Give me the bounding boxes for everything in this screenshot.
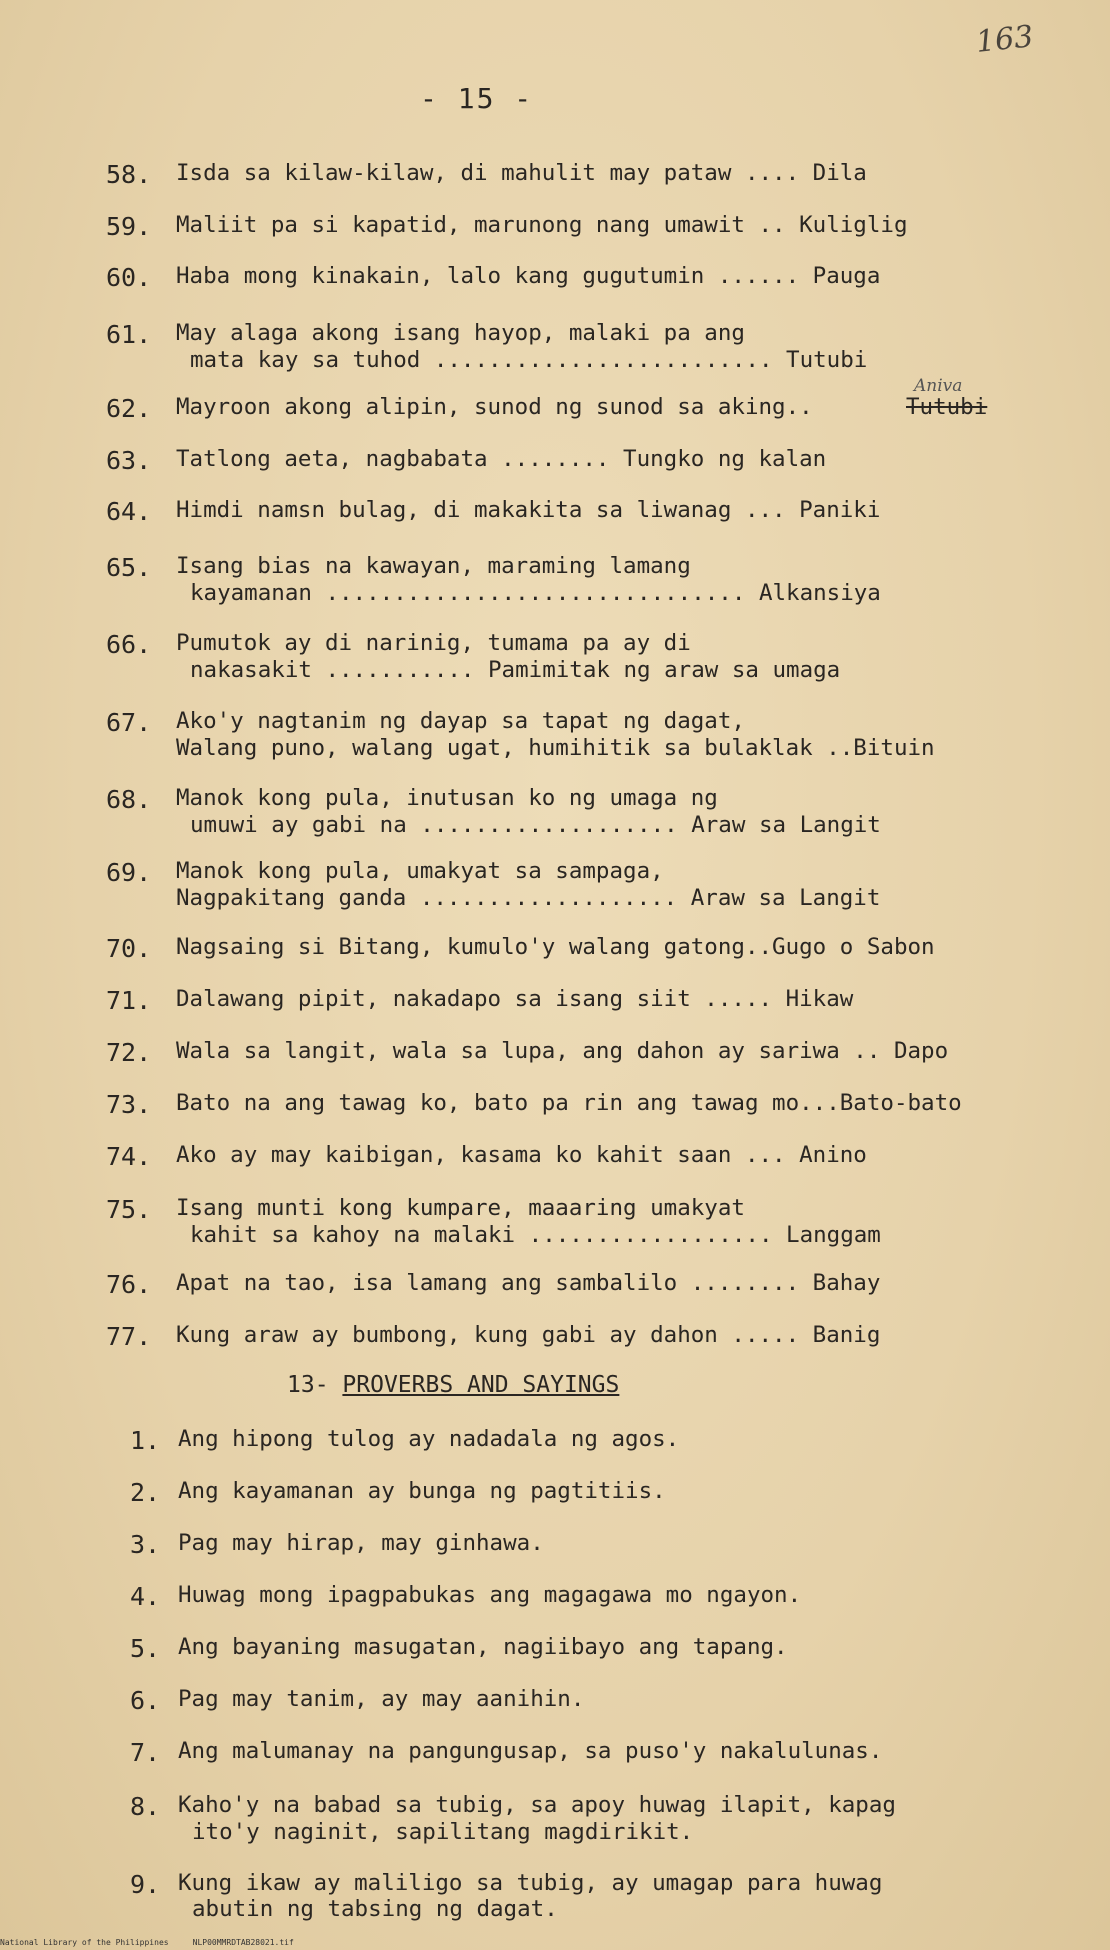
item-number: 73. — [106, 1090, 152, 1119]
item-text: Ang malumanay na pangungusap, sa puso'y nakalulunas. — [178, 1738, 883, 1764]
item-number: 77. — [106, 1322, 152, 1351]
item-text: Manok kong pula, inutusan ko ng umaga ng — [176, 785, 718, 811]
item-number: 76. — [106, 1270, 152, 1299]
item-number: 7. — [130, 1738, 161, 1767]
section-title: PROVERBS AND SAYINGS — [342, 1372, 620, 1398]
item-text-cont: mata kay sa tuhod ......................... Tutubi — [190, 347, 868, 373]
item-number: 58. — [106, 160, 152, 189]
item-number: 1. — [130, 1426, 161, 1455]
item-number: 70. — [106, 934, 152, 963]
item-text: May alaga akong isang hayop, malaki pa ang — [176, 320, 745, 346]
item-text: Ang hipong tulog ay nadadala ng agos. — [178, 1426, 680, 1452]
item-number: 64. — [106, 497, 152, 526]
item-text: Pag may hirap, may ginhawa. — [178, 1530, 544, 1556]
item-number: 75. — [106, 1195, 152, 1224]
item-number: 8. — [130, 1792, 161, 1821]
item-text: Isang bias na kawayan, maraming lamang — [176, 553, 691, 579]
item-number: 74. — [106, 1142, 152, 1171]
item-text: Ang kayamanan ay bunga ng pagtitiis. — [178, 1478, 666, 1504]
item-number: 60. — [106, 263, 152, 292]
item-text-cont: kahit sa kahoy na malaki .................. Langgam — [190, 1222, 881, 1248]
item-number: 72. — [106, 1038, 152, 1067]
item-text: Pumutok ay di narinig, tumama pa ay di — [176, 630, 691, 656]
item-number: 71. — [106, 986, 152, 1015]
item-text: Kaho'y na babad sa tubig, sa apoy huwag ilapit, kapag — [178, 1792, 896, 1818]
item-text-cont: nakasakit ........... Pamimitak ng araw sa umaga — [190, 657, 841, 683]
item-number: 65. — [106, 553, 152, 582]
item-number: 2. — [130, 1478, 161, 1507]
item-number: 9. — [130, 1870, 161, 1899]
handwritten-correction: Aniva — [914, 376, 963, 396]
item-text: Tatlong aeta, nagbabata ........ Tungko ng kalan — [176, 446, 827, 472]
struck-answer: Tutubi — [906, 394, 988, 420]
section-number: 13- — [287, 1372, 329, 1398]
item-text: Nagsaing si Bitang, kumulo'y walang gatong..Gugo o Sabon — [176, 934, 935, 960]
item-text: Ang bayaning masugatan, nagiibayo ang tapang. — [178, 1634, 788, 1660]
item-text: Dalawang pipit, nakadapo sa isang siit ..... Hikaw — [176, 986, 854, 1012]
item-number: 6. — [130, 1686, 161, 1715]
item-number: 61. — [106, 320, 152, 349]
item-number: 5. — [130, 1634, 161, 1663]
item-text: Apat na tao, isa lamang ang sambalilo ........ Bahay — [176, 1270, 881, 1296]
item-number: 59. — [106, 212, 152, 241]
item-text-cont: abutin ng tabsing ng dagat. — [192, 1896, 558, 1922]
item-text: Haba mong kinakain, lalo kang gugutumin ...... Pauga — [176, 263, 881, 289]
folio-number: 163 — [974, 19, 1035, 60]
item-number: 66. — [106, 630, 152, 659]
item-text: Himdi namsn bulag, di makakita sa liwanag ... Paniki — [176, 497, 881, 523]
item-number: 68. — [106, 785, 152, 814]
section-heading — [287, 1372, 619, 1398]
item-number: 69. — [106, 858, 152, 887]
item-text: Isang munti kong kumpare, maaaring umakyat — [176, 1195, 745, 1221]
item-number: 4. — [130, 1582, 161, 1611]
item-text-cont: Nagpakitang ganda ................... Araw sa Langit — [176, 885, 881, 911]
item-number: 67. — [106, 708, 152, 737]
item-text: Bato na ang tawag ko, bato pa rin ang tawag mo...Bato-bato — [176, 1090, 962, 1116]
page-number: - 15 - — [420, 82, 534, 115]
item-number: 62. — [106, 394, 152, 423]
item-text: Ako'y nagtanim ng dayap sa tapat ng dagat, — [176, 708, 745, 734]
item-text: Ako ay may kaibigan, kasama ko kahit saan ... Anino — [176, 1142, 867, 1168]
item-number: 63. — [106, 446, 152, 475]
item-text-cont: umuwi ay gabi na ................... Araw sa Langit — [190, 812, 881, 838]
item-text-cont: kayamanan ............................... Alkansiya — [190, 580, 881, 606]
item-text: Huwag mong ipagpabukas ang magagawa mo ngayon. — [178, 1582, 802, 1608]
item-text: Isda sa kilaw-kilaw, di mahulit may pataw .... Dila — [176, 160, 867, 186]
item-text: Kung ikaw ay maliligo sa tubig, ay umagap para huwag — [178, 1870, 883, 1896]
item-text-cont: ito'y naginit, sapilitang magdirikit. — [192, 1819, 694, 1845]
item-number: 3. — [130, 1530, 161, 1559]
item-text-cont: Walang puno, walang ugat, humihitik sa bulaklak ..Bituin — [176, 735, 935, 761]
item-text: Wala sa langit, wala sa lupa, ang dahon ay sariwa .. Dapo — [176, 1038, 949, 1064]
item-text: Kung araw ay bumbong, kung gabi ay dahon ..... Banig — [176, 1322, 881, 1348]
item-text: Manok kong pula, umakyat sa sampaga, — [176, 858, 664, 884]
item-text: Pag may tanim, ay may aanihin. — [178, 1686, 585, 1712]
archive-footer: National Library of the Philippines NLP00MMRDTAB28021.tif — [0, 1938, 294, 1947]
item-text: Mayroon akong alipin, sunod ng sunod sa aking.. — [176, 394, 813, 420]
item-text: Maliit pa si kapatid, marunong nang umawit .. Kuliglig — [176, 212, 908, 238]
